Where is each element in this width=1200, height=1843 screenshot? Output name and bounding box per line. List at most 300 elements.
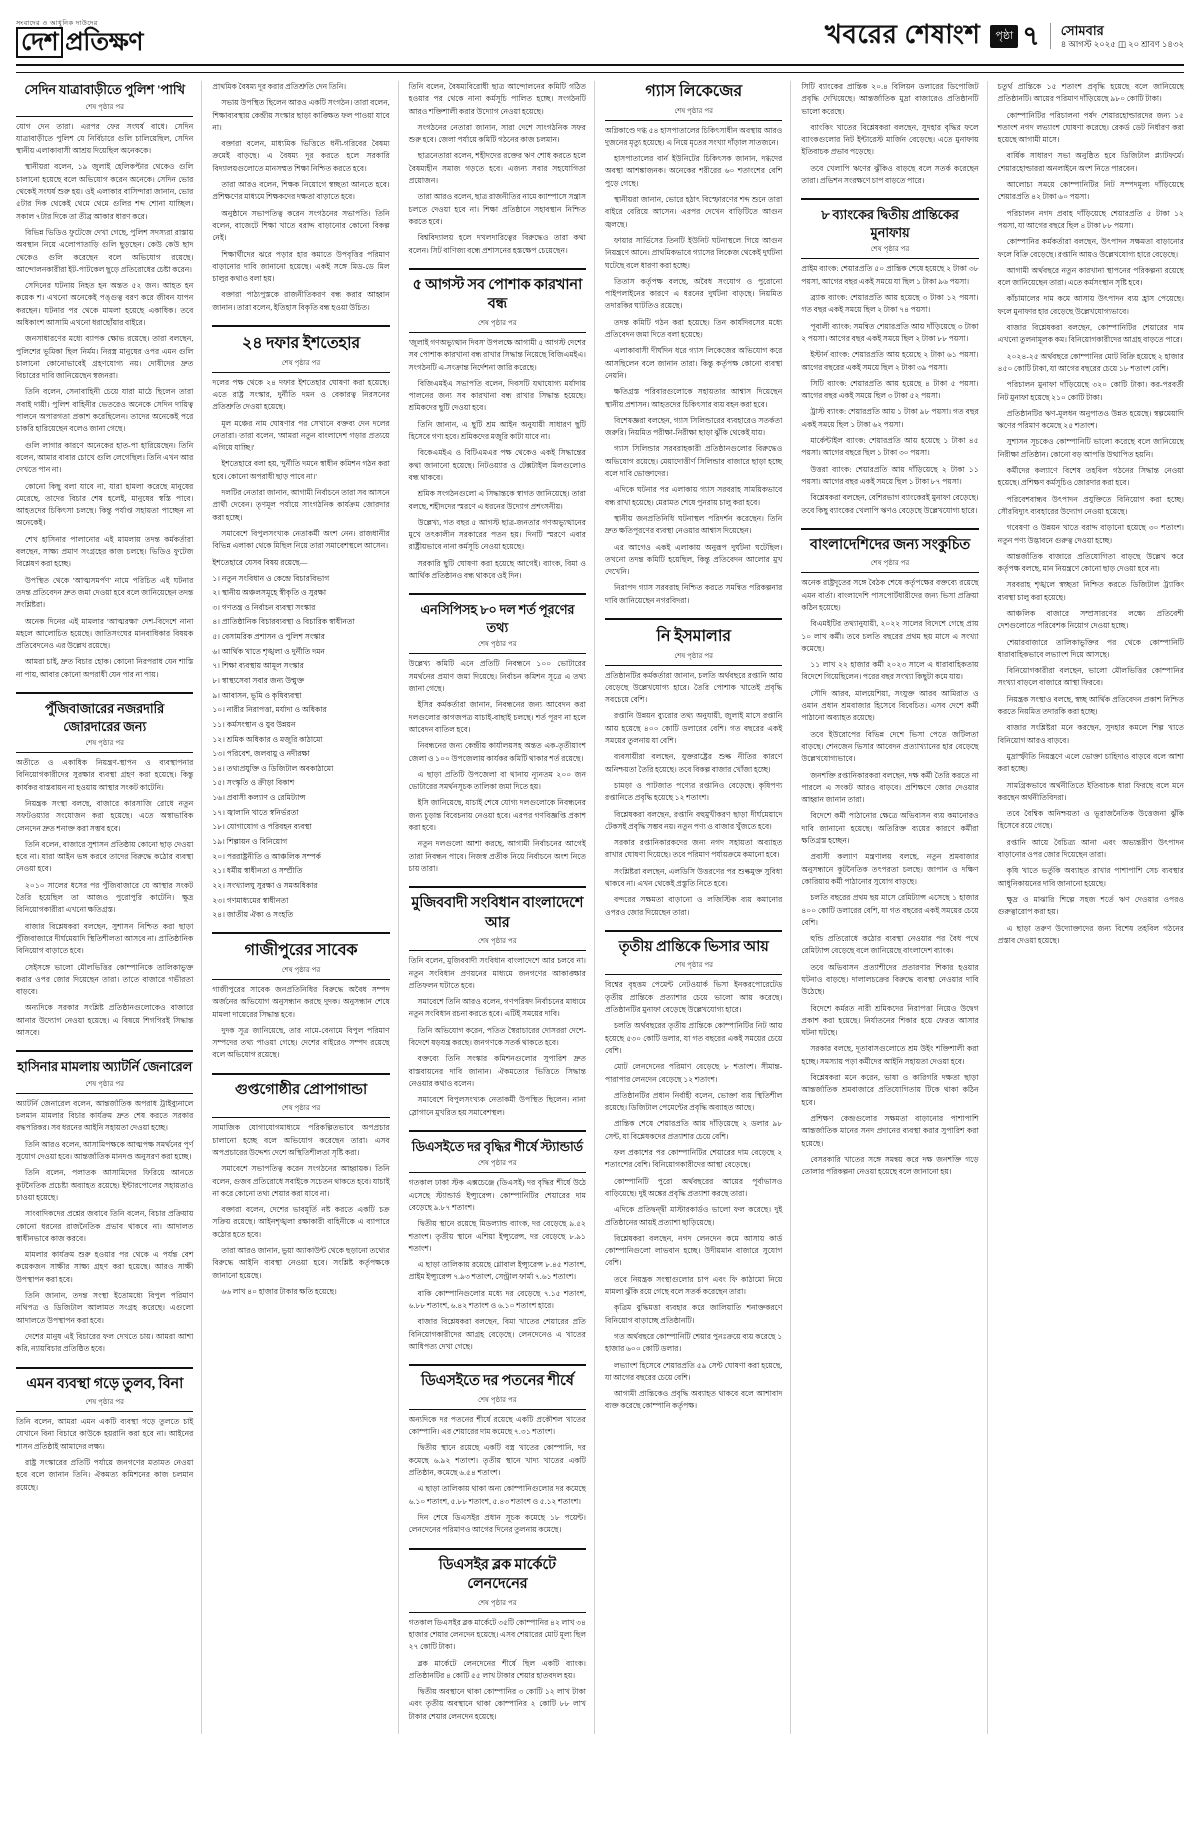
paragraph: সাংবাদিকদের প্রশ্নের জবাবে তিনি বলেন, বিচার প্রক্রিয়ায় কোনো ধরনের রাজনৈতিক প্রভাব থাকবে না। আদালত স্বাধীনভাবে কাজ করবে।: [16, 1209, 194, 1243]
paragraph: ইসির কর্মকর্তারা জানান, নিবন্ধনের জন্য আবেদন করা দলগুলোর কাগজপত্র যাচাই-বাছাই চলছে। শর্ত পূরণ না হলে আবেদন বাতিল হবে।: [408, 700, 586, 734]
article[interactable]: [801, 206, 978, 516]
paragraph: সরকার রপ্তানিকারকদের জন্য নগদ সহায়তা অব্যাহত রাখার ঘোষণা দিয়েছে। তবে পরিমাণ পর্যায়ক্রমে কমানো হবে।: [604, 838, 783, 860]
paragraph: ক্ষুদ্র ও মাঝারি শিল্পে সহজ শর্তে ঋণ দেওয়ার ওপরও গুরুত্বারোপ করা হয়।: [997, 894, 1184, 917]
paragraph: সরকারি ছুটি ঘোষণা করা হয়েছে আগেই। ব্যাংক, বিমা ও আর্থিক প্রতিষ্ঠানও বন্ধ থাকবে ওই দিন।: [408, 558, 586, 581]
paragraph: অনেক রাষ্ট্রদূতের সঙ্গে বৈঠক শেষে কর্তৃপক্ষের বক্তব্যে রয়েছে এমন বার্তা। বাংলাদেশি পাসপোর্টধারীদের জন্য ভিসা প্রক্রিয়া কঠিন হয়েছে।: [801, 578, 979, 612]
list-item: ১৪। তথ্যপ্রযুক্তি ও ডিজিটাল অবকাঠামো: [212, 763, 334, 773]
list-item: ১। নতুন সংবিধান ও কেন্দ্রে বিচারবিভাগ: [212, 573, 330, 583]
paragraph: সুশাসন সূচকেও কোম্পানিটি ভালো করেছে বলে জানিয়েছে নিরীক্ষা প্রতিষ্ঠান। কোনো বড় আপত্তি উত্থাপিত হয়নি।: [997, 437, 1184, 459]
paragraph: তিনি বলেন, আমরা এমন একটি ব্যবস্থা গড়ে তুলতে চাই যেখানে বিনা বিচারে কাউকে হয়রানি করা হবে না। আইনের শাসন প্রতিষ্ঠাই আমাদের লক্ষ্য।: [16, 1417, 194, 1451]
article[interactable]: [16, 81, 193, 681]
paragraph: অনুষ্ঠানে সভাপতিত্ব করেন সংগঠনের সভাপতি। তিনি বলেন, বাজেটে শিক্ষা খাতে বরাদ্দ বাড়ানোর কোনো বিকল্প নেই।: [212, 208, 390, 243]
article-divider: [409, 1548, 586, 1550]
headline-rule: [409, 1409, 586, 1410]
article-body: [409, 658, 586, 875]
article-body: [16, 757, 193, 1039]
article-continued-label: শেষ পৃষ্ঠার পর: [85, 103, 124, 111]
article-headline[interactable]: মুজিববাদী সংবিধান বাংলাদেশে আর: [411, 895, 584, 931]
paragraph: নিবন্ধনের জন্য কেন্দ্রীয় কার্যালয়সহ অন্তত এক-তৃতীয়াংশ জেলা ও ১০০ উপজেলায় কার্যকর কমিটি থাকার শর্ত রয়েছে।: [408, 741, 586, 763]
article[interactable]: [212, 940, 389, 1061]
article-headline[interactable]: সেদিন যাত্রাবাড়ীতে পুলিশ 'পাখি: [24, 82, 185, 97]
article[interactable]: [409, 1556, 586, 1724]
list-item: ১৫। সংস্কৃতি ও ক্রীড়া বিকাশ: [212, 778, 295, 788]
article-body: [16, 1098, 193, 1356]
paragraph: গুলি লাগার কারণে অনেকের হাত-পা হারিয়েছেন। তিনি বলেন, আমার বাবার চোখে গুলি লেগেছিল। তিনি এখন আর দেখতে পান না।: [16, 440, 194, 475]
list-item: ১০। নারীর নিরাপত্তা, মর্যাদা ও অধিকার: [212, 705, 327, 715]
paragraph: জনসাধারণের মধ্যে ব্যাপক ক্ষোভ রয়েছে। তারা বলছেন, পুলিশের ভূমিকা ছিল নির্মম। নিরস্ত্র মানুষের ওপর এমন গুলি চালানো কোনোভাবেই গ্রহণযোগ্য নয়। দোষীদের দ্রুত বিচারের দাবি জানিয়েছেন স্বজনরা।: [16, 334, 194, 381]
paragraph: পরিচালন মুনাফা দাঁড়িয়েছে ৩২০ কোটি টাকা। কর-পরবর্তী নিট মুনাফা হয়েছে ২১০ কোটি টাকা।: [997, 380, 1184, 402]
paragraph: ট্রাস্ট ব্যাংক: শেয়ারপ্রতি আয় ১ টাকা ৯৮ পয়সা। গত বছর একই সময়ে ছিল ১ টাকা ৬২ পয়সা।: [801, 407, 979, 429]
article-headline[interactable]: পুঁজিবাজারের নজরদারি জোরদারের জন্য: [45, 701, 165, 734]
list-item: ৯। আবাসন, ভূমি ও কৃষিব্যবস্থা: [212, 690, 302, 700]
paragraph: ব্যাংকিং খাতের বিশ্লেষকরা বলছেন, সুদহার বৃদ্ধির ফলে ব্যাংকগুলোর নিট ইন্টারেস্ট মার্জিন বেড়েছে। এতে মুনাফায় ইতিবাচক প্রভাব পড়েছে।: [801, 122, 979, 157]
paragraph: তিনি বলেন, সেনাবাহিনী চেয়ে যারা মাঠে ছিলেন তারা সবাই দায়ী। পুলিশ বাহিনীর ভেতরেও অনেকে সেদিন দায়িত্ব পালনে অপারগতা প্রকাশ করেছিলেন। তাদের অনেকেই পরে চাকরি হারিয়েছেন বলেও জানা গেছে।: [16, 387, 194, 434]
article[interactable]: [605, 81, 782, 607]
article-body: [998, 81, 1184, 947]
paragraph: ব্যবসায়ীরা বলছেন, যুক্তরাষ্ট্রের শুল্ক নীতির কারণে অনিশ্চয়তা তৈরি হয়েছে। তবে বিকল্প বাজার খোঁজা হচ্ছে।: [604, 752, 783, 774]
paragraph: প্রতিষ্ঠানটির কর্মকর্তারা জানান, চলতি অর্থবছরে রপ্তানি আয় বেড়েছে উল্লেখযোগ্য হারে। তৈরি পোশাক খাতেই প্রবৃদ্ধি সবচেয়ে বেশি।: [604, 670, 783, 705]
article[interactable]: [605, 626, 782, 919]
paragraph: ২০১০ সালের ধসের পর পুঁজিবাজারে যে আস্থার সংকট তৈরি হয়েছিল তা আজও পুরোপুরি কাটেনি। ক্ষুদ্র বিনিয়োগকারীরা এখনো ক্ষতিগ্রস্ত।: [16, 880, 194, 915]
list-item: ২০। পররাষ্ট্রনীতি ও আঞ্চলিক সম্পর্ক: [212, 851, 321, 861]
paragraph: হুন্ডি প্রতিরোধে কঠোর ব্যবস্থা নেওয়ার পর বৈধ পথে রেমিট্যান্স বেড়েছে বলে জানিয়েছে বাংলাদেশ ব্যাংক।: [801, 934, 979, 956]
article-headline[interactable]: নি ইসমালার: [656, 627, 731, 645]
paragraph: দেশের মানুষ এই বিচারের ফল দেখতে চায়। আমরা আশা করি, ন্যায়বিচার প্রতিষ্ঠিত হবে।: [16, 1331, 194, 1354]
list-intro: ইশতেহারে যেসব বিষয় রয়েছে—: [212, 557, 308, 567]
paragraph: সমাবেশে বিপুলসংখ্যক নেতাকর্মী উপস্থিত ছিলেন। নানা স্লোগানে মুখরিত হয় সমাবেশস্থল।: [408, 1095, 586, 1117]
logo-word-1: দেশ: [16, 27, 63, 58]
article-headline[interactable]: ৮ ব্যাংকের দ্বিতীয় প্রান্তিকের মুনাফায়: [821, 207, 959, 240]
date-full: ৪ আগস্ট ২০২৫ ◫ ২০ শ্রাবণ ১৪৩২: [1060, 38, 1184, 49]
paragraph: উত্তরা ব্যাংক: শেয়ারপ্রতি আয় দাঁড়িয়েছে ২ টাকা ১১ পয়সা। আগের বছর একই সময়ে ছিল ১ টাকা ৮৭ পয়সা।: [801, 464, 979, 486]
paragraph: ইশতেহারে বলা হয়, 'দুর্নীতি দমনে স্বাধীন কমিশন গঠন করা হবে। কোনো অপরাধী ছাড় পাবে না।': [212, 459, 390, 481]
article-divider: [212, 932, 389, 934]
paragraph: রপ্তানি আয়ে বৈচিত্র্য আনা এবং অভ্যন্তরীণ উৎপাদন বাড়ানোর ওপর জোর দিয়েছেন তারা।: [997, 837, 1184, 860]
headline-rule: [605, 120, 782, 121]
paragraph: দ্বিতীয় স্থানে রয়েছে মিডল্যান্ড ব্যাংক, দর বেড়েছে ৯.৫২ শতাংশ। তৃতীয় স্থানে এশিয়া ইন্স্যুরেন্স, দর বেড়েছে ৮.৯১ শতাংশ।: [408, 1219, 586, 1253]
paragraph: গতকাল ডিএসইর ব্লক মার্কেটে ৩৫টি কোম্পানির ৪২ লাখ ৩৪ হাজার শেয়ার লেনদেন হয়েছে। এসব শেয়ারের মোট মূল্য ছিল ২৭ কোটি টাকা।: [408, 1617, 586, 1652]
paragraph: ব্র্যাক ব্যাংক: শেয়ারপ্রতি আয় হয়েছে ৩ টাকা ১২ পয়সা। গত বছর একই সময়ে ছিল ২ টাকা ৭৪ পয়সা।: [801, 293, 979, 315]
list-item: ১৮। যোগাযোগ ও পরিবহন ব্যবস্থা: [212, 822, 312, 832]
paragraph: তদন্ত কমিটি গঠন করা হয়েছে। তিন কার্যদিবসের মধ্যে প্রতিবেদন জমা দিতে বলা হয়েছে।: [604, 317, 783, 340]
paragraph: শেখ হাসিনার পালানোর এই মামলায় তদন্ত কর্মকর্তারা বলছেন, সাক্ষ্য প্রমাণ সংগ্রহের কাজ চলছে। ভিডিও ফুটেজ বিশ্লেষণ করা হচ্ছে।: [16, 534, 194, 569]
article-headline[interactable]: ২৪ দফার ইশতেহার: [241, 335, 360, 353]
article-body: [212, 984, 389, 1062]
paragraph: আন্তর্জাতিক বাজারে প্রতিযোগিতা বাড়ছে উল্লেখ করে কর্তৃপক্ষ বলছে, মান নিয়ন্ত্রণে কোনো ছাড় দেওয়া হবে না।: [997, 551, 1184, 574]
list-item: ১৬। প্রবাসী কল্যাণ ও রেমিট্যান্স: [212, 793, 306, 803]
article-headline[interactable]: তৃতীয় প্রান্তিকে ভিসার আয়: [618, 938, 769, 955]
paragraph: অতীতে ও একাধিক নিয়ন্ত্রণ-স্থাপন ও ব্যবস্থাপনার বিনিয়োগকারীদের সুরক্ষার ব্যবস্থা গ্রহণ করা হয়েছে। কিন্তু কার্যকর বাস্তবায়ন না হওয়ায় আস্থার সংকট কাটেনি।: [16, 758, 194, 792]
paragraph: মুদ্রাস্ফীতি নিয়ন্ত্রণে এলে ভোক্তা চাহিদাও বাড়বে বলে আশা করা হচ্ছে।: [997, 751, 1184, 774]
paragraph: সিটি ব্যাংক: শেয়ারপ্রতি আয় হয়েছে ৪ টাকা ৫ পয়সা। আগের বছর একই সময়ে ছিল ৩ টাকা ৫২ পয়সা।: [801, 378, 979, 401]
paragraph: ১১ লাখ ২২ হাজার কর্মী ২০২৩ সালে এ ধারাবাহিকতায় বিদেশে গিয়েছিলেন। পরের বছর সংখ্যা কিছুটা কমে যায়।: [801, 660, 979, 682]
paragraph: স্থানীয়রা জানান, ভোরে হঠাৎ বিস্ফোরণের শব্দ শুনে তারা বাইরে বেরিয়ে আসেন। এরপর দেখেন বাড়িটিতে আগুন জ্বলছে।: [604, 195, 783, 229]
paragraph: সিটি ব্যাংকের প্রান্তিক ২০.৪ বিলিয়ন ডলারের ডিপোজিট প্রবৃদ্ধি দেখিয়েছে। আন্তর্জাতিক মুদ্রা বাজারেও প্রতিষ্ঠানটি ভালো করেছে।: [801, 82, 979, 116]
list-item: ১১। কর্মসংস্থান ও যুব উন্নয়ন: [212, 719, 296, 729]
article-divider: [409, 593, 586, 595]
paragraph: কোম্পানির কর্মকর্তারা বলছেন, উৎপাদন সক্ষমতা বাড়ানোর ফলে বিক্রি বেড়েছে। রপ্তানি আয়ও উল্লেখযোগ্য হারে বেড়েছে।: [997, 237, 1184, 259]
paragraph: দিন শেষে ডিএসইর প্রধান সূচক কমেছে ১৮ পয়েন্ট। লেনদেনের পরিমাণও আগের দিনের তুলনায় কমেছে।: [408, 1512, 586, 1535]
paragraph: এ ছাড়া প্রতিটি উপজেলা বা থানায় ন্যূনতম ২০০ জন ভোটারের সমর্থনসূচক তালিকা জমা দিতে হয়।: [408, 769, 586, 792]
paragraph: বিকেএমইএ ও বিটিএমএর পক্ষ থেকেও একই সিদ্ধান্তের কথা জানানো হয়েছে। নিটওয়্যার ও টেক্সটাইল মিলগুলোও বন্ধ থাকবে।: [408, 448, 586, 482]
paragraph: বক্তারা বলেন, দেশের ভাবমূর্তি নষ্ট করতে একটি চক্র সক্রিয় রয়েছে। আইনশৃঙ্খলা রক্ষাকারী বাহিনীকে এ ব্যাপারে কঠোর হতে হবে।: [212, 1205, 390, 1239]
headline-rule: [409, 1172, 586, 1173]
paragraph: অগ্নিকাণ্ডে দগ্ধ ৫৪ হাসপাতালের চিকিৎসাধীন অবস্থায় আরও দুজনের মৃত্যু হয়েছে। এ নিয়ে মৃতের সংখ্যা দাঁড়াল সাতজনে।: [604, 125, 783, 147]
article-divider: [605, 618, 782, 620]
paragraph: অনেক দিনের এই মামলার 'আত্মরক্ষা' দেশ-বিদেশে নানা মহলে আলোচিত হয়েছে। জাতিসংঘের মানবাধিকার বিষয়ক প্রতিবেদনেও এর উল্লেখ রয়েছে।: [16, 616, 194, 651]
article-continued-label: শেষ পৃষ্ঠার পর: [85, 1399, 124, 1407]
manifesto-list: [212, 573, 389, 922]
paragraph: তিতাস কর্তৃপক্ষ বলছে, অবৈধ সংযোগ ও পুরোনো পাইপলাইনের কারণে এ ধরনের দুর্ঘটনা বাড়ছে। নিয়মিত তদারকির ঘাটতিও রয়েছে।: [604, 276, 783, 311]
paragraph: কোম্পানিটি পুরো অর্থবছরের আয়ের পূর্বাভাসও বাড়িয়েছে। দুই অঙ্কের প্রবৃদ্ধি প্রত্যাশা করছে তারা।: [604, 1176, 783, 1198]
paragraph: প্রতিষ্ঠানটির প্রধান নির্বাহী বলেন, ভোক্তা ব্যয় স্থিতিশীল রয়েছে। ডিজিটাল পেমেন্টের প্রবৃদ্ধি অব্যাহত আছে।: [604, 1090, 783, 1113]
paragraph: গ্যাস সিলিন্ডার সরবরাহকারী প্রতিষ্ঠানগুলোর বিরুদ্ধেও অভিযোগ রয়েছে। মেয়াদোত্তীর্ণ সিলিন্ডার বাজারে ছাড়া হচ্ছে বলে দাবি ভোক্তাদের।: [604, 444, 783, 479]
paragraph: সমাবেশে বিপুলসংখ্যক নেতাকর্মী অংশ নেন। রাজধানীর বিভিন্ন এলাকা থেকে মিছিল নিয়ে তারা সমাবেশস্থলে আসেন।: [212, 528, 390, 551]
headline-rule: [16, 752, 193, 753]
paragraph: বিশ্লেষকরা বলছেন, বেশিরভাগ ব্যাংকেরই মুনাফা বেড়েছে। তবে কিছু ব্যাংকের খেলাপি ঋণও বেড়েছে উল্লেখযোগ্য হারে।: [801, 493, 979, 515]
paragraph: তিনি অভিযোগ করেন, পতিত স্বৈরাচারের দোসররা দেশে-বিদেশে ষড়যন্ত্র করছে। জনগণকে সতর্ক থাকতে হবে।: [408, 1025, 586, 1048]
column: [801, 81, 987, 1734]
paragraph: তবে বৈশ্বিক অনিশ্চয়তা ও ভূরাজনৈতিক উত্তেজনা ঝুঁকি হিসেবে রয়ে গেছে।: [997, 809, 1184, 831]
paragraph: কৃত্রিম বুদ্ধিমত্তা ব্যবহার করে জালিয়াতি শনাক্তকরণে বিনিয়োগ বাড়াচ্ছে প্রতিষ্ঠানটি।: [604, 1303, 783, 1325]
column: [998, 81, 1184, 1734]
paragraph: আগামী অর্থবছরে নতুন কারখানা স্থাপনের পরিকল্পনা রয়েছে বলে জানিয়েছেন তারা। এতে কর্মসংস্থান সৃষ্টি হবে।: [997, 265, 1184, 288]
paragraph: বার্ষিক সাধারণ সভা অনুষ্ঠিত হবে ডিজিটাল প্ল্যাটফর্মে। শেয়ারহোল্ডাররা অনলাইনে অংশ নিতে পারবেন।: [997, 151, 1184, 173]
paragraph: সভায় উপস্থিত ছিলেন আরও একটি সংগঠন। তারা বলেন, শিক্ষাব্যবস্থায় কেন্দ্রীয় সংস্কার ছাড়া কাঙ্ক্ষিত ফল পাওয়া যাবে না।: [212, 98, 390, 132]
article-continued-label: শেষ পৃষ্ঠার পর: [281, 966, 321, 974]
article-divider: [801, 198, 978, 200]
article[interactable]: [998, 81, 1184, 947]
paragraph: আঞ্চলিক বাজারে সম্প্রসারণের লক্ষ্যে প্রতিবেশী দেশগুলোতে পরিবেশক নিয়োগ দেওয়া হচ্ছে।: [997, 608, 1184, 631]
paragraph: বিশ্লেষকরা বলছেন, রপ্তানি বহুমুখীকরণ ছাড়া দীর্ঘমেয়াদে টেকসই প্রবৃদ্ধি সম্ভব নয়। নতুন পণ্য ও বাজার খুঁজতে হবে।: [604, 809, 783, 831]
paragraph: জনশক্তি রপ্তানিকারকরা বলছেন, দক্ষ কর্মী তৈরি করতে না পারলে এ সংকট আরও বাড়বে। প্রশিক্ষণে জোর দেওয়ার আহ্বান জানান তারা।: [801, 770, 979, 805]
article-continued-label: শেষ পৃষ্ঠার পর: [870, 560, 910, 568]
headline-rule: [212, 372, 389, 373]
paragraph: উপস্থিত থেকে 'আত্মসমর্পণ' নামে পরিচিত এই ঘটনার তদন্ত প্রতিবেদন দ্রুত জমা দেওয়া হবে বলে জানিয়েছেন তদন্ত সংশ্লিষ্টরা।: [16, 575, 194, 610]
article-headline[interactable]: এমন ব্যবস্থা গড়ে তুলব, বিনা: [26, 1375, 184, 1392]
paragraph: সমাবেশে সভাপতিত্ব করেন সংগঠনের আহ্বায়ক। তিনি বলেন, গুজব প্রতিরোধে সবাইকে সচেতন থাকতে হবে। যাচাই না করে কোনো তথ্য শেয়ার করা যাবে না।: [212, 1164, 390, 1198]
date-day: সোমবার: [1060, 22, 1104, 38]
article-continued-label: শেষ পৃষ্ঠার পর: [281, 359, 321, 367]
paragraph: বিনিয়োগকারীরা বলছেন, ভালো মৌলভিত্তির কোম্পানির সংখ্যা বাড়লে বাজারে আস্থা ফিরবে।: [997, 666, 1184, 688]
paragraph: দ্বিতীয় অবস্থানে থাকা কোম্পানির ৩ কোটি ১২ লাখ টাকা এবং তৃতীয় অবস্থানে থাকা কোম্পানির ২ কোটি ৮৮ লাখ টাকার শেয়ার লেনদেন হয়েছে।: [408, 1687, 586, 1721]
article-body: [409, 81, 586, 257]
paragraph: তিনি বলেন, বৈষম্যবিরোধী ছাত্র আন্দোলনের কমিটি গঠিত হওয়ার পর থেকে নানা কর্মসূচি পালিত হচ্ছে। সংগঠনটি আরও শক্তিশালী করার উদ্যোগ নেওয়া হয়েছে।: [408, 82, 586, 116]
paragraph: সামগ্রিকভাবে অর্থনীতিতে ইতিবাচক ধারা ফিরছে বলে মনে করছেন অর্থনীতিবিদরা।: [997, 780, 1184, 802]
paragraph: শ্রমিক সংগঠনগুলো এ সিদ্ধান্তকে স্বাগত জানিয়েছে। তারা বলছে, শহীদদের স্মরণে এ ধরনের উদ্যোগ প্রশংসনীয়।: [408, 489, 586, 511]
paragraph: সমাবেশে তিনি আরও বলেন, গণপরিষদ নির্বাচনের মাধ্যমে নতুন সংবিধান রচনা করতে হবে। এটিই সময়ের দাবি।: [408, 997, 586, 1019]
article-body: [801, 81, 978, 187]
section-title: খবরের শেষাংশ: [824, 20, 981, 49]
paragraph: তবে ইউরোপের বিভিন্ন দেশে ভিসা পেতে জটিলতা বাড়ছে। শেনজেন ভিসার আবেদন প্রত্যাখ্যানের হার বেড়েছে উল্লেখযোগ্যভাবে।: [801, 729, 979, 764]
paragraph: ইস্টার্ন ব্যাংক: শেয়ারপ্রতি আয় হয়েছে ২ টাকা ৬১ পয়সা। আগের বছরের একই সময়ে ছিল ২ টাকা ৩৯ পয়সা।: [801, 350, 979, 372]
article[interactable]: [801, 536, 978, 1179]
paragraph: কৃষি খাতে ভর্তুকি অব্যাহত রাখার পাশাপাশি সেচ ব্যবস্থার আধুনিকায়নের দাবি জানানো হয়েছে।: [997, 866, 1184, 888]
paragraph: প্রান্তিক শেষে শেয়ারপ্রতি আয় দাঁড়িয়েছে ২ ডলার ৯৮ সেন্ট, যা বিশ্লেষকদের প্রত্যাশার চেয়ে বেশি।: [604, 1119, 783, 1141]
paragraph: দলটির নেতারা জানান, আগামী নির্বাচনে তারা সব আসনে প্রার্থী দেবেন। তৃণমূল পর্যায়ে সাংগঠনিক কার্যক্রম জোরদার করা হচ্ছে।: [212, 488, 390, 522]
list-item: ১২। শ্রমিক অধিকার ও মজুরি কাঠামো: [212, 734, 323, 744]
paragraph: তিনি বলেন, মুজিববাদী সংবিধান বাংলাদেশে আর চলবে না। নতুন সংবিধান প্রণয়নের মাধ্যমে জনগণের আকাঙ্ক্ষার প্রতিফলন ঘটাতে হবে।: [408, 956, 586, 990]
article-continued-label: শেষ পৃষ্ঠার পর: [85, 740, 124, 748]
paragraph: বিদেশে কর্মরত নারী শ্রমিকদের নিরাপত্তা নিয়েও উদ্বেগ প্রকাশ করা হয়েছে। নির্যাতনের শিকার হয়ে ফেরত আসার ঘটনা ঘটছে।: [801, 1003, 979, 1038]
paragraph: তিনি জানান, তদন্ত সংস্থা ইতোমধ্যে বিপুল পরিমাণ নথিপত্র ও ডিজিটাল আলামত সংগ্রহ করেছে। এগুলো আদালতে উপস্থাপন করা হবে।: [16, 1291, 194, 1325]
paragraph: মার্কেন্টাইল ব্যাংক: শেয়ারপ্রতি আয় হয়েছে ১ টাকা ৪৫ পয়সা। আগের বছরে ছিল ১ টাকা ৩০ পয়সা।: [801, 436, 979, 458]
page-label: পৃষ্ঠা: [990, 25, 1018, 48]
paragraph: বাজার বিশ্লেষকরা বলছেন, কোম্পানিটির শেয়ারের দাম এখনো তুলনামূলক কম। বিনিয়োগকারীদের আগ্রহ বাড়তে পারে।: [997, 323, 1184, 345]
article[interactable]: [409, 601, 586, 875]
paragraph: স্থানীয়রা বলেন, ১৯ জুলাই হেলিকপ্টার থেকেও গুলি চালানো হয়েছে বলে অভিযোগ করেন অনেকে। সেদিন ভোর থেকেই সংঘর্ষ শুরু হয়। ওই এলাকার বাসিন্দারা জানান, ভোর ৫টার দিক থেকেই থেমে থেমে গুলির শব্দ শোনা যাচ্ছিল। সকাল ৭টার দিকে তা তীব্র আকার ধারণ করে।: [16, 162, 194, 221]
logo-wordmark: [16, 30, 143, 55]
paragraph: লভ্যাংশ হিসেবে শেয়ারপ্রতি ৫৯ সেন্ট ঘোষণা করা হয়েছে, যা আগের বছরের চেয়ে বেশি।: [604, 1360, 783, 1382]
article-divider: [212, 1073, 389, 1075]
list-item: ৩। গণতন্ত্র ও নির্বাচন ব্যবস্থা সংস্কার: [212, 602, 316, 612]
paragraph: সৌদি আরব, মালয়েশিয়া, সংযুক্ত আরব আমিরাত ও ওমান প্রধান শ্রমবাজার হিসেবে বিবেচিত। এসব দেশে কর্মী পাঠানো অব্যাহত রয়েছে।: [801, 688, 979, 723]
article[interactable]: [212, 81, 389, 314]
article-body: [16, 1416, 193, 1494]
article-headline[interactable]: হাসিনার মামলায় অ্যাটর্নি জেনারেল: [17, 1059, 193, 1075]
article-body: [212, 1122, 389, 1298]
paragraph: বিশেষজ্ঞরা বলছেন, গ্যাস সিলিন্ডারের ব্যবহারেও সতর্কতা জরুরি। নিয়মিত পরীক্ষা-নিরীক্ষা ছাড়া ঝুঁকি থেকেই যায়।: [604, 415, 783, 438]
paragraph: নিরাপদ গ্যাস সরবরাহ নিশ্চিত করতে সমন্বিত পরিকল্পনার দাবি জানিয়েছেন নগরবিদরা।: [604, 583, 783, 605]
column: [605, 81, 791, 1734]
list-item: ৬। আর্থিক খাতে শৃঙ্খলা ও দুর্নীতি দমন: [212, 646, 325, 656]
article-body: [605, 125, 782, 607]
article-body: [409, 1177, 586, 1353]
article-continued-label: শেষ পৃষ্ঠার পর: [85, 1080, 124, 1088]
paragraph: প্রাথমিক বৈষম্য দূর করার প্রতিশ্রুতি দেন তিনি।: [212, 82, 347, 91]
paragraph: সরবরাহ শৃঙ্খলে স্বচ্ছতা নিশ্চিত করতে ডিজিটাল ট্র্যাকিং ব্যবস্থা চালু করা হয়েছে।: [997, 580, 1184, 602]
paragraph: তিনি বলেন, পলাতক আসামিদের ফিরিয়ে আনতে কূটনৈতিক প্রচেষ্টা অব্যাহত রয়েছে। ইন্টারপোলের সহায়তাও চাওয়া হয়েছে।: [16, 1168, 194, 1202]
paragraph: দলের পক্ষ থেকে ২৪ দফার ইশতেহার ঘোষণা করা হয়েছে। এতে রাষ্ট্র সংস্কার, দুর্নীতি দমন ও বেকারত্ব নিরসনের প্রতিশ্রুতি দেওয়া হয়েছে।: [212, 377, 390, 412]
paragraph: অন্যদিকে দর পতনের শীর্ষে রয়েছে একটি প্রকৌশল খাতের কোম্পানি। এর শেয়ারের দাম কমেছে ৭.৩১ শতাংশ।: [408, 1414, 586, 1437]
paragraph: হাসপাতালের বার্ন ইউনিটের চিকিৎসক জানান, দগ্ধদের অবস্থা আশঙ্কাজনক। অনেকের শরীরের ৬০ শতাংশের বেশি পুড়ে গেছে।: [604, 154, 783, 188]
paragraph: বাকি কোম্পানিগুলোর মধ্যে দর বেড়েছে ৭.১৫ শতাংশ, ৬.৮৮ শতাংশ, ৬.৪২ শতাংশ ও ৬.১০ শতাংশ হারে।: [408, 1288, 586, 1311]
date-block: [1050, 23, 1184, 50]
paragraph: বিভিন্ন ভিডিও ফুটেজে দেখা গেছে, পুলিশ সদস্যরা রাস্তায় অবস্থান নিয়ে এলোপাতাড়ি গুলি ছুড়ছেন। কেউ কেউ ছাদ থেকেও গুলি করেছেন বলে অভিযোগ রয়েছে। আন্দোলনকারীরা ইট-পাটকেল ছুড়ে প্রতিরোধের চেষ্টা করেন।: [16, 227, 194, 274]
article[interactable]: [16, 1375, 193, 1494]
article-continued-label: শেষ পৃষ্ঠার পর: [674, 652, 713, 660]
paragraph: নতুন দলগুলো আশা করছে, আগামী নির্বাচনের আগেই তারা নিবন্ধন পাবে। নিজস্ব প্রতীক নিয়ে নির্বাচনে অংশ নিতে চায় তারা।: [408, 839, 586, 873]
article-divider: [409, 268, 586, 270]
paragraph: তারা আরও বলেন, ছাত্র রাজনীতির নামে ক্যাম্পাসে সন্ত্রাস চলতে দেওয়া হবে না। শিক্ষা প্রতিষ্ঠানে সহাবস্থান নিশ্চিত করতে হবে।: [408, 192, 586, 226]
paragraph: যোগ দেন তারা। এরপর ফের সংঘর্ষ বাধে। সেদিন যাত্রাবাড়ীতে পুলিশ যে নির্বিচারে গুলি চালিয়েছিল, সেদিন স্থানীয় এলাকাবাসী আশ্রয় দিয়েছিল অনেককে।: [16, 121, 194, 156]
paragraph: প্রশিক্ষণ কেন্দ্রগুলোর সক্ষমতা বাড়ানোর পাশাপাশি আন্তর্জাতিক মানের সনদ প্রদানের ব্যবস্থা করার সুপারিশ করা হয়েছে।: [801, 1113, 979, 1148]
article-headline[interactable]: ডিএসইতে দর বৃদ্ধির শীর্ষে স্ট্যান্ডার্ড: [411, 1138, 583, 1154]
paragraph: ফায়ার সার্ভিসের তিনটি ইউনিট ঘটনাস্থলে গিয়ে আগুন নিয়ন্ত্রণে আনে। প্রাথমিকভাবে গ্যাসের লিকেজ থেকেই দুর্ঘটনা ঘটেছে বলে ধারণা করা হচ্ছে।: [604, 235, 783, 270]
article-continued-label: শেষ পৃষ্ঠার পর: [674, 107, 713, 115]
article[interactable]: [409, 276, 586, 582]
article-divider: [409, 1364, 586, 1366]
paragraph: বক্তব্যে তিনি সংস্কার কমিশনগুলোর সুপারিশ দ্রুত বাস্তবায়নের দাবি জানান। ঐকমত্যের ভিত্তিতে সিদ্ধান্ত নেওয়ার কথাও বলেন।: [408, 1054, 586, 1088]
article-headline[interactable]: গ্যাস লিকেজের: [645, 83, 742, 100]
paragraph: এদিকে ঘটনার পর এলাকায় গ্যাস সরবরাহ সাময়িকভাবে বন্ধ রাখা হয়েছে। মেরামত শেষে পুনরায় চালু করা হবে।: [604, 485, 783, 507]
paragraph: প্রতিষ্ঠানটির ঋণ-মূলধন অনুপাতও উন্নত হয়েছে। স্বল্পমেয়াদি ঋণের পরিমাণ কমেছে ২৫ শতাংশ।: [997, 408, 1184, 431]
paragraph: বন্দরের সক্ষমতা বাড়ানো ও লজিস্টিক ব্যয় কমানোর ওপরও জোর দিয়েছেন তারা।: [604, 895, 783, 917]
column: [409, 81, 595, 1734]
headline-rule: [409, 653, 586, 654]
headline-rule: [409, 950, 586, 951]
article-headline[interactable]: ডিএসইতে দর পতনের শীর্ষে: [420, 1373, 574, 1390]
article-divider: [605, 930, 782, 932]
masthead: [16, 14, 1184, 66]
paragraph: এদিকে প্রতিদ্বন্দ্বী মাস্টারকার্ডও ভালো ফল করেছে। দুই প্রতিষ্ঠানের আয়ই প্রত্যাশা ছাড়িয়েছে।: [604, 1205, 783, 1227]
paragraph: সেইসঙ্গে ভালো মৌলভিত্তির কোম্পানিকে তালিকাভুক্ত করার ওপর জোর দিয়েছেন তারা। তাতে বাজারে গভীরতা বাড়বে।: [16, 962, 194, 997]
paragraph: পরিবেশবান্ধব উৎপাদন প্রযুক্তিতে বিনিয়োগ করা হচ্ছে। সৌরবিদ্যুৎ ব্যবহারের উদ্যোগ নেওয়া হয়েছে।: [997, 494, 1184, 516]
article-continued-label: শেষ পৃষ্ঠার পর: [478, 641, 517, 649]
paragraph: গতকাল ঢাকা স্টক এক্সচেঞ্জে (ডিএসই) দর বৃদ্ধির শীর্ষে উঠে এসেছে স্ট্যান্ডার্ড ইন্স্যুরেন্স। কোম্পানিটির শেয়ারের দাম বেড়েছে ৯.৮৭ শতাংশ।: [408, 1178, 586, 1212]
article-continued-label: শেষ পৃষ্ঠার পর: [674, 962, 713, 970]
list-item: ১৭। জ্বালানি খাতে স্বনির্ভরতা: [212, 807, 299, 817]
page-number: ৭: [1022, 20, 1040, 51]
article[interactable]: [409, 81, 586, 257]
paragraph: তবে খেলাপি ঋণের ঝুঁকিও বাড়ছে বলে সতর্ক করেছেন তারা। প্রভিশন সংরক্ষণে চাপ বাড়তে পারে।: [801, 163, 979, 186]
article[interactable]: [16, 700, 193, 1039]
paragraph: চতুর্থ প্রান্তিকে ১৫ শতাংশ প্রবৃদ্ধি হয়েছে বলে জানিয়েছে প্রতিষ্ঠানটি। আয়ের পরিমাণ দাঁড়িয়েছে ৯৮০ কোটি টাকা।: [997, 82, 1184, 104]
article-continued-label: শেষ পৃষ্ঠার পর: [478, 1599, 517, 1607]
paragraph: তারা আরও জানান, ভুয়া অ্যাকাউন্ট থেকে ছড়ানো তথ্যের বিরুদ্ধে আইনি ব্যবস্থা নেওয়া হবে। সংশ্লিষ্ট কর্তৃপক্ষকে জানানো হয়েছে।: [212, 1245, 390, 1280]
article[interactable]: [409, 1372, 586, 1536]
paragraph: নিয়ন্ত্রক সংস্থা বলছে, বাজারে কারসাজি রোধে নতুন সফটওয়্যার সংযোজন করা হয়েছে। এতে অস্বাভাবিক লেনদেন দ্রুত শনাক্ত করা সম্ভব হবে।: [16, 799, 194, 833]
article-body: [16, 121, 193, 681]
article-columns: [16, 72, 1184, 1734]
article-divider: [801, 528, 978, 530]
page-badge: [990, 20, 1040, 51]
headline-rule: [801, 572, 978, 573]
paragraph: তিনি জানান, এ ছুটি শ্রম আইন অনুযায়ী সাধারণ ছুটি হিসেবে গণ্য হবে। শ্রমিকদের মজুরি কাটা যাবে না।: [408, 419, 586, 442]
paragraph: দ্বিতীয় স্থানে রয়েছে একটি বস্ত্র খাতের কোম্পানি, দর কমেছে ৬.৯২ শতাংশ। তৃতীয় স্থানে খাদ্য খাতের একটি প্রতিষ্ঠান, কমেছে ৬.৫৪ শতাংশ।: [408, 1443, 586, 1478]
list-item: ২৪। জাতীয় ঐক্য ও সংহতি: [212, 910, 294, 920]
article-body: [212, 81, 389, 314]
list-item: ২৩। গণমাধ্যমের স্বাধীনতা: [212, 895, 289, 905]
headline-rule: [409, 1612, 586, 1613]
paragraph: চামড়া ও পাটজাত পণ্যের রপ্তানিও বেড়েছে। কৃষিপণ্য রপ্তানিতে প্রবৃদ্ধি হয়েছে ১২ শতাংশ।: [604, 780, 783, 803]
article-divider: [16, 1050, 193, 1052]
paragraph: বিশ্ববিদ্যালয় হলে দখলদারিত্বের বিরুদ্ধেও তারা কথা বলেন। সিট বাণিজ্য বন্ধে প্রশাসনের হস্তক্ষেপ চেয়েছেন।: [408, 233, 586, 255]
paragraph: রপ্তানি উন্নয়ন ব্যুরোর তথ্য অনুযায়ী, জুলাই মাসে রপ্তানি আয় হয়েছে ৪০০ কোটি ডলারের বেশি। গত বছরের একই সময়ের তুলনায় যা বেশি।: [604, 711, 783, 746]
article-headline[interactable]: গুপ্তগোষ্ঠীর প্রোপাগান্ডা: [235, 1081, 367, 1098]
list-item: ২১। ধর্মীয় স্বাধীনতা ও সম্প্রীতি: [212, 866, 303, 876]
article-continued-label: শেষ পৃষ্ঠার পর: [478, 319, 517, 327]
newspaper-logo[interactable]: [16, 18, 143, 55]
list-item: ৮। স্বাস্থ্যসেবা সবার জন্য উন্মুক্ত: [212, 675, 305, 685]
article-divider: [16, 692, 193, 694]
paragraph: ক্ষতিগ্রস্ত পরিবারগুলোকে সহায়তার আশ্বাস দিয়েছেন স্থানীয় প্রশাসন। আহতদের চিকিৎসার ব্যয় বহন করা হবে।: [604, 387, 783, 409]
paragraph: বাজার বিশ্লেষকরা বলছেন, সুশাসন নিশ্চিত করা ছাড়া পুঁজিবাজারে দীর্ঘমেয়াদি স্থিতিশীলতা আসবে না। প্রাতিষ্ঠানিক বিনিয়োগ বাড়াতে হবে।: [16, 921, 194, 956]
article-headline[interactable]: ৫ আগস্ট সব পোশাক কারখানা বন্ধ: [412, 276, 583, 313]
paragraph: দুদক সূত্র জানিয়েছে, তার নামে-বেনামে বিপুল পরিমাণ সম্পদের তথ্য পাওয়া গেছে। দেশের বাইরেও সম্পদ রয়েছে বলে অভিযোগ রয়েছে।: [212, 1025, 390, 1060]
paragraph: তবে নিয়ন্ত্রক সংস্থাগুলোর চাপ এবং ফি কাঠামো নিয়ে মামলা ঝুঁকি রয়ে গেছে বলে সতর্ক করেছেন তারা।: [604, 1274, 783, 1297]
paragraph: বিএমইটির তথ্যানুযায়ী, ২০২২ সালের বিদেশে গেছে প্রায় ১০ লাখ কর্মী। তবে চলতি বছরের প্রথম ছয় মাসে এ সংখ্যা কমেছে।: [801, 619, 979, 653]
paragraph: এ ছাড়া তালিকায় থাকা অন্য কোম্পানিগুলোর দর কমেছে ৬.১০ শতাংশ, ৫.৮৮ শতাংশ, ৫.৪৩ শতাংশ ও ৫.১২ শতাংশ।: [408, 1484, 586, 1506]
paragraph: বক্তারা বলেন, মাধ্যমিক ভিত্তিতে ধনী-গরিবের বৈষম্য ক্রমেই বাড়ছে। এ বৈষম্য দূর করতে হলে সরকারি বিদ্যালয়গুলোতে মানসম্মত শিক্ষা নিশ্চিত করতে হবে।: [212, 139, 390, 173]
article-body: [409, 1414, 586, 1537]
article-continued-label: শেষ পৃষ্ঠার পর: [870, 246, 910, 254]
paragraph: ২০২৪-২৫ অর্থবছরে কোম্পানির মোট বিক্রি হয়েছে ২ হাজার ৪৫০ কোটি টাকা, যা আগের বছরের চেয়ে ১৮ শতাংশ বেশি।: [997, 351, 1184, 373]
paragraph: উল্লেখ্য, গত বছর ৫ আগস্ট ছাত্র-জনতার গণঅভ্যুত্থানের মুখে তৎকালীন সরকারের পতন হয়। দিনটি স্মরণে এবার রাষ্ট্রীয়ভাবে নানা কর্মসূচি নেওয়া হয়েছে।: [408, 517, 586, 552]
article-body: [409, 955, 586, 1119]
paragraph: তবে অভিবাসন প্রত্যাশীদের প্রতারণার শিকার হওয়ার ঘটনাও বাড়ছে। দালালচক্রের বিরুদ্ধে ব্যবস্থা নেওয়ার দাবি উঠেছে।: [801, 962, 979, 997]
article-continued-label: শেষ পৃষ্ঠার পর: [281, 1105, 321, 1113]
paragraph: ইসি জানিয়েছে, যাচাই শেষে যোগ্য দলগুলোকে নিবন্ধনের জন্য চূড়ান্ত বিবেচনায় নেওয়া হবে। এরপর গণবিজ্ঞপ্তি প্রকাশ করা হবে।: [408, 798, 586, 832]
paragraph: প্রবাসী কল্যাণ মন্ত্রণালয় বলছে, নতুন শ্রমবাজার অনুসন্ধানে কূটনৈতিক তৎপরতা চলছে। জাপান ও দক্ষিণ কোরিয়ায় কর্মী পাঠানোর সুযোগ বাড়ছে।: [801, 852, 979, 886]
article-body: [801, 263, 978, 516]
paragraph: অন্যদিকে সরকার সংশ্লিষ্ট প্রতিষ্ঠানগুলোকেও বাজারে আনার উদ্যোগ নেওয়া হয়েছে। এ বিষয়ে শিগগিরই সিদ্ধান্ত আসবে।: [16, 1003, 194, 1038]
headline-rule: [605, 974, 782, 975]
paragraph: বিশ্বের বৃহত্তম পেমেন্ট নেটওয়ার্ক ভিসা ইনকরপোরেটেড তৃতীয় প্রান্তিকে প্রত্যাশার চেয়ে ভালো আয় করেছে। প্রতিষ্ঠানটির মুনাফা বেড়েছে উল্লেখযোগ্য হারে।: [604, 980, 783, 1015]
column: [16, 81, 202, 1734]
article-headline[interactable]: বাংলাদেশিদের জন্য সংকুচিত: [809, 536, 971, 553]
article[interactable]: [801, 81, 978, 187]
article-headline[interactable]: গাজীপুরের সাবেক: [244, 942, 358, 960]
paragraph: সেদিনের ঘটনায় নিহত হন অন্তত ৫২ জন। আহত হন কয়েক শ। এখনো অনেকেই পঙ্গুত্ব বরণ করে জীবন যাপন করছেন। ঘটনার পর থেকে মামলা হয়েছে একাধিক। তবে অধিকাংশ আসামি এখনো ধরাছোঁয়ার বাইরে।: [16, 281, 194, 327]
paragraph: কোনো কিছু বলা যাবে না, যারা হামলা করেছে মানুষের মেরেছে, তাদের বিচার শেষ হলেই, মানুষের স্বস্তি পাবে। আহতদের চিকিৎসা চলছে। কিন্তু পর্যাপ্ত সহায়তা পাচ্ছেন না অনেকেই।: [16, 481, 194, 528]
paragraph: বিজিএমইএ সভাপতি বলেন, দিবসটি যথাযোগ্য মর্যাদায় পালনের জন্য সব কারখানা বন্ধ রাখার সিদ্ধান্ত হয়েছে। শ্রমিকদের ছুটি দেওয়া হবে।: [408, 378, 586, 413]
article[interactable]: [212, 333, 389, 921]
paragraph: বাজার সংশ্লিষ্টরা মনে করছেন, সুদহার কমলে শিল্প খাতে বিনিয়োগ আরও বাড়বে।: [997, 723, 1184, 745]
list-item: ২২। সংখ্যালঘু সুরক্ষা ও সমঅধিকার: [212, 880, 318, 890]
article-divider: [16, 1367, 193, 1369]
article[interactable]: [409, 894, 586, 1119]
paragraph: মোট লেনদেনের পরিমাণ বেড়েছে ৮ শতাংশ। সীমান্ত-পারাপার লেনদেন বেড়েছে ১২ শতাংশ।: [604, 1062, 783, 1084]
paragraph: নিয়ন্ত্রক সংস্থাও বলছে, স্বচ্ছ আর্থিক প্রতিবেদন প্রকাশ নিশ্চিত করতে নিয়মিত তদারকি করা হচ্ছে।: [997, 694, 1184, 717]
article[interactable]: [212, 1081, 389, 1298]
paragraph: উল্লেখ্য কমিটি এনে প্রতিটি নিবন্ধনে ১০০ ভোটারের সমর্থনের প্রমাণ জমা দিয়েছে। নির্বাচন কমিশন সূত্রে এ তথ্য জানা গেছে।: [408, 659, 586, 694]
paragraph: শেয়ারবাজারে তালিকাভুক্তির পর থেকে কোম্পানিটি ধারাবাহিকভাবে লভ্যাংশ দিয়ে আসছে।: [997, 637, 1184, 659]
paragraph: কাঁচামালের দাম কমে আসায় উৎপাদন ব্যয় হ্রাস পেয়েছে। ফলে মুনাফার হার বেড়েছে উল্লেখযোগ্যভাবে।: [997, 294, 1184, 316]
headline-rule: [212, 1117, 389, 1118]
logo-word-2: প্রতিক্ষণ: [65, 28, 144, 56]
paragraph: ছাত্রনেতারা বলেন, শহীদদের রক্তের ঋণ শোধ করতে হলে বৈষম্যহীন সমাজ গড়তে হবে। এজন্য সবার সহযোগিতা প্রয়োজন।: [408, 151, 586, 186]
paragraph: আমরা চাই, দ্রুত বিচার হোক। কোনো নিরপরাধ যেন শাস্তি না পায়, আবার কোনো অপরাধী যেন পার না পায়।: [16, 657, 194, 679]
paragraph: ব্লক মার্কেটে লেনদেনের শীর্ষে ছিল একটি ব্যাংক। প্রতিষ্ঠানটির ৪ কোটি ৫৫ লাখ টাকার শেয়ার হাতবদল হয়।: [408, 1658, 586, 1680]
article-body: [605, 670, 782, 919]
paragraph: আগামী প্রান্তিকেও প্রবৃদ্ধি অব্যাহত থাকবে বলে আশাবাদ ব্যক্ত করেছে কোম্পানি কর্তৃপক্ষ।: [604, 1389, 783, 1411]
column: [212, 81, 398, 1734]
list-item: ৭। শিক্ষা ব্যবস্থায় আমূল সংস্কার: [212, 661, 304, 671]
article-body: [605, 979, 782, 1412]
headline-rule: [16, 1093, 193, 1094]
article-continued-label: শেষ পৃষ্ঠার পর: [478, 938, 517, 946]
article[interactable]: [409, 1138, 586, 1353]
headline-rule: [16, 116, 193, 117]
paragraph: আলোচ্য সময়ে কোম্পানিটির নিট সম্পদমূল্য দাঁড়িয়েছে শেয়ারপ্রতি ৪২ টাকা ৬০ পয়সা।: [997, 180, 1184, 202]
article[interactable]: [16, 1058, 193, 1355]
paragraph: রাষ্ট্র সংস্কারের প্রতিটি পর্যায়ে জনগণের মতামত নেওয়া হবে বলে জানান তিনি। ঐকমত্য কমিশনের কাজ চলমান রয়েছে।: [16, 1457, 194, 1492]
paragraph: সংগঠনের নেতারা জানান, সারা দেশে সাংগঠনিক সফর শুরু হবে। জেলা পর্যায়ে কমিটি গঠনের কাজ চলমান।: [408, 122, 586, 145]
paragraph: কোম্পানিটির পরিচালনা পর্ষদ শেয়ারহোল্ডারদের জন্য ১৫ শতাংশ নগদ লভ্যাংশ ঘোষণা করেছে। রেকর্ড ডেট নির্ধারণ করা হয়েছে আগামী মাসে।: [997, 110, 1184, 145]
article-body: [409, 1617, 586, 1723]
list-item: ৫। বেসামরিক প্রশাসন ও পুলিশ সংস্কার: [212, 632, 325, 642]
paragraph: সংশ্লিষ্টরা বলছেন, এলডিসি উত্তরণের পর শুল্কমুক্ত সুবিধা থাকবে না। এখন থেকেই প্রস্তুতি নিতে হবে।: [604, 866, 783, 889]
paragraph: তারা আরও বলেন, শিক্ষক নিয়োগে স্বচ্ছতা আনতে হবে। প্রশিক্ষণের মাধ্যমে শিক্ষকদের দক্ষতা বাড়াতে হবে।: [212, 180, 390, 202]
list-item: ১৯। শিল্পায়ন ও বিনিয়োগ: [212, 837, 288, 847]
headline-rule: [409, 332, 586, 333]
list-item: ৪। প্রাতিষ্ঠানিক বিচারব্যবস্থা ও বিচারিক স্বাধীনতা: [212, 617, 355, 627]
paragraph: কর্মীদের কল্যাণে বিশেষ তহবিল গঠনের সিদ্ধান্ত নেওয়া হয়েছে। প্রশিক্ষণ কর্মসূচিও জোরদার করা হবে।: [997, 466, 1184, 488]
paragraph: এলাকাবাসী দীর্ঘদিন ধরে গ্যাস লিকেজের অভিযোগ করে আসছিলেন বলে জানান তারা। কিন্তু কর্তৃপক্ষ কোনো ব্যবস্থা নেয়নি।: [604, 346, 783, 380]
paragraph: বিদেশে কর্মী পাঠানোর ক্ষেত্রে অভিবাসন ব্যয় কমানোরও দাবি জানানো হয়েছে। অতিরিক্ত ব্যয়ের কারণে কর্মীরা ক্ষতিগ্রস্ত হচ্ছেন।: [801, 811, 979, 846]
article-divider: [409, 886, 586, 888]
article-headline[interactable]: ডিএসইর ব্লক মার্কেটে লেনদেনের: [438, 1556, 556, 1593]
article[interactable]: [605, 938, 782, 1413]
paragraph: গাজীপুরের সাবেক জনপ্রতিনিধির বিরুদ্ধে অবৈধ সম্পদ অর্জনের অভিযোগ অনুসন্ধান করছে দুদক। অনুসন্ধান শেষে মামলা দায়েরের সিদ্ধান্ত হবে।: [212, 984, 390, 1019]
article-body: [409, 337, 586, 582]
paragraph: এ ছাড়া তালিকায় রয়েছে গ্লোবাল ইন্স্যুরেন্স ৮.৪৫ শতাংশ, প্রাইম ইন্স্যুরেন্স ৭.৯৩ শতাংশ, সেন্ট্রাল ফার্মা ৭.৬১ শতাংশ।: [408, 1260, 586, 1282]
headline-rule: [605, 665, 782, 666]
article-continued-label: শেষ পৃষ্ঠার পর: [478, 1396, 517, 1404]
paragraph: গবেষণা ও উন্নয়ন খাতে বরাদ্দ বাড়ানো হয়েছে ৩০ শতাংশ। নতুন পণ্য উদ্ভাবনে গুরুত্ব দেওয়া হচ্ছে।: [997, 523, 1184, 545]
article-headline[interactable]: এনসিপিসহ ৮০ দল শর্ত পূরণের তথ্য: [420, 602, 575, 635]
